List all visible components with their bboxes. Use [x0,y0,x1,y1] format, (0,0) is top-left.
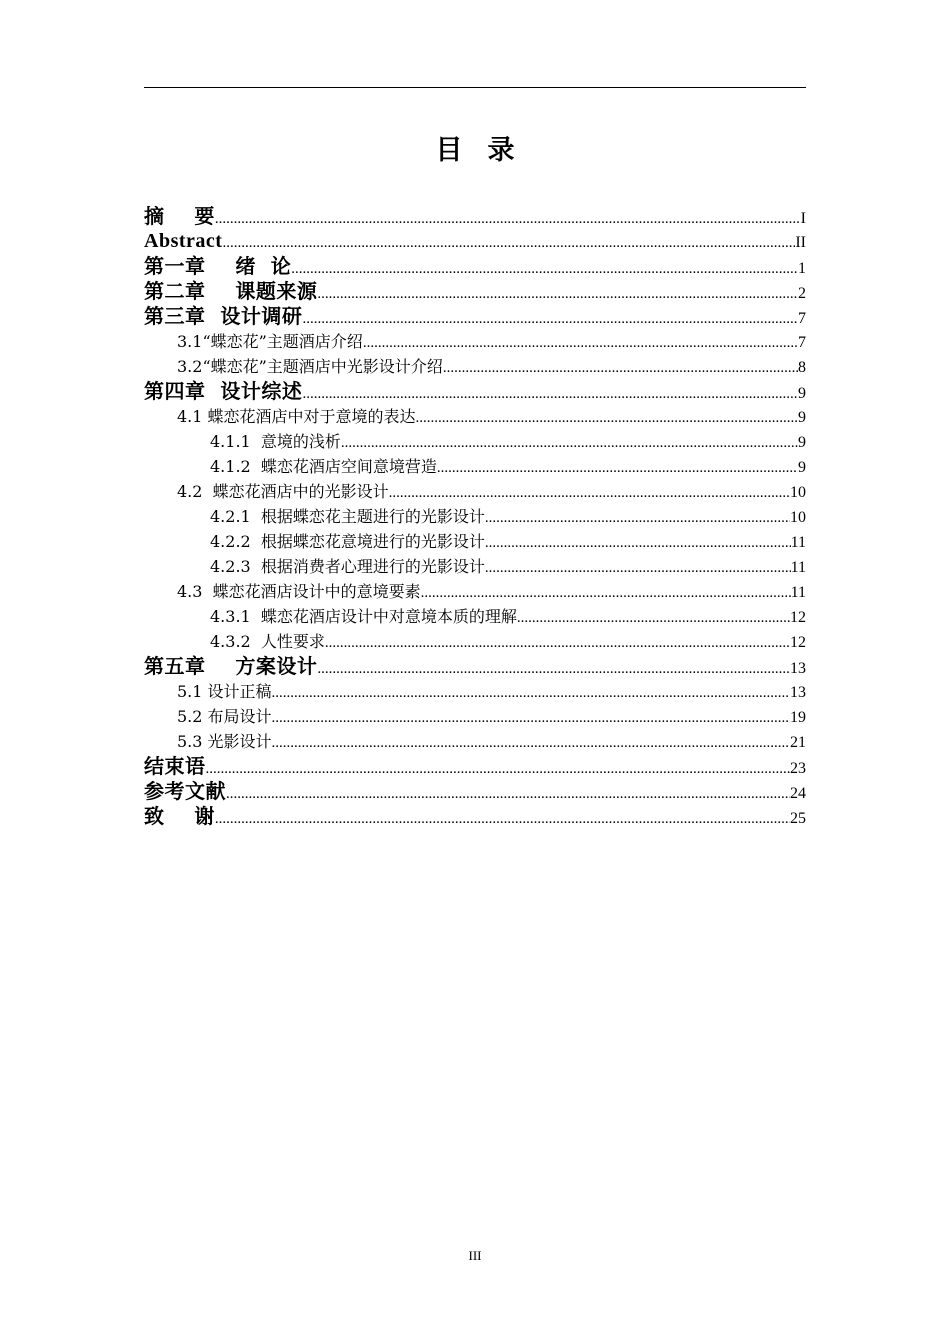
toc-dot-leader [215,207,801,229]
toc-dot-leader [302,307,798,329]
toc-entry-label: 第三章 设计调研 [144,304,303,328]
toc-entry[interactable] [144,254,806,279]
toc-entry[interactable] [144,704,806,729]
toc-entry-label: 4.2.1 根据蝶恋花主题进行的光影设计 [210,507,485,526]
toc-entry-label: 4.2.3 根据消费者心理进行的光影设计 [210,557,485,576]
toc-entry-label: 5.2 布局设计 [177,707,272,726]
toc-entry[interactable] [144,379,806,404]
toc-dot-leader [421,581,791,604]
toc-dot-leader [485,556,791,579]
toc-entry-page: 9 [798,434,806,451]
toc-entry-label: 第二章 课题来源 [144,279,318,303]
header-rule [144,87,806,88]
toc-entry-page: 9 [798,459,806,476]
toc-entry-label: 致 谢 [144,804,215,828]
toc-entry[interactable] [144,579,806,604]
toc-entry-page: 12 [790,634,806,651]
toc-entry-label: 第五章 方案设计 [144,654,318,678]
toc-entry-page: 25 [790,810,806,827]
toc-entry-page: I [800,210,806,227]
toc-dot-leader [416,406,798,429]
toc-entry[interactable] [144,354,806,379]
toc-entry-label: 参考文献 [144,779,226,803]
toc-dot-leader [485,531,791,554]
toc-entry[interactable] [144,779,806,804]
toc-entry[interactable] [144,429,806,454]
toc-entry-page: 13 [790,684,806,701]
toc-dot-leader [222,231,795,254]
toc-entry-label: 摘 要 [144,204,215,228]
toc-entry-label: 4.1.1 意境的浅析 [210,432,341,451]
toc-entry[interactable] [144,729,806,754]
toc-dot-leader [485,506,790,529]
toc-entry[interactable] [144,304,806,329]
toc-entry[interactable] [144,604,806,629]
toc-entry-label: 结束语 [144,754,206,778]
toc-entry-label: 第一章 绪 论 [144,254,292,278]
toc-entry-page: 7 [798,310,806,327]
toc-dot-leader [437,456,798,479]
toc-dot-leader [363,331,798,354]
toc-entry[interactable] [144,554,806,579]
toc-entry-page: 8 [798,359,806,376]
toc-dot-leader [272,731,790,754]
toc-entry[interactable] [144,529,806,554]
toc-entry-label: 4.1.2 蝶恋花酒店空间意境营造 [210,457,437,476]
toc-entry[interactable] [144,504,806,529]
toc-entry-page: 13 [790,660,806,677]
toc-entry-label: 4.2 蝶恋花酒店中的光影设计 [177,482,389,501]
toc-entry[interactable] [144,479,806,504]
toc-dot-leader [341,431,798,454]
toc-dot-leader [443,356,798,379]
toc-entry[interactable] [144,229,806,254]
toc-dot-leader [226,782,790,804]
toc-entry-page: 19 [790,709,806,726]
toc-entry-page: 23 [790,760,806,777]
toc-dot-leader [291,257,798,279]
toc-entry[interactable] [144,754,806,779]
toc-entry-page: 9 [798,385,806,402]
toc-entry-label: 4.2.2 根据蝶恋花意境进行的光影设计 [210,532,485,551]
toc-entry[interactable] [144,804,806,829]
toc-entry-page: 2 [798,285,806,302]
toc-entry-label: 3.1“蝶恋花”主题酒店介绍 [177,332,363,351]
toc-dot-leader [517,606,790,629]
toc-entry[interactable] [144,279,806,304]
toc-entry-page: 11 [790,584,806,601]
toc-entry-label: 4.3 蝶恋花酒店设计中的意境要素 [177,582,421,601]
toc-entry[interactable] [144,454,806,479]
toc-entry-page: 10 [790,509,806,526]
toc-entry-label: 4.1 蝶恋花酒店中对于意境的表达 [177,407,416,426]
toc-entry[interactable] [144,204,806,229]
toc-entry-page: 1 [798,260,806,277]
toc-entry[interactable] [144,654,806,679]
page-title: 目录 [435,135,540,166]
toc-entry-label: Abstract [144,230,223,252]
toc-dot-leader [272,706,790,729]
toc-dot-leader [206,757,791,779]
toc-entry-page: 11 [790,559,806,576]
toc-entry-label: 4.3.2 人性要求 [210,632,325,651]
toc-entry-page: 24 [790,785,806,802]
toc-entry-page: 12 [790,609,806,626]
page-number: III [468,1248,482,1263]
toc-dot-leader [325,631,790,654]
toc-dot-leader [317,657,790,679]
toc-dot-leader [272,681,790,704]
toc-entry-label: 5.3 光影设计 [177,732,272,751]
toc-dot-leader [317,282,798,304]
toc-entry[interactable] [144,629,806,654]
toc-entry-label: 3.2“蝶恋花”主题酒店中光影设计介绍 [177,357,443,376]
toc-dot-leader [302,382,798,404]
toc-entry-page: II [795,234,806,251]
toc-dot-leader [389,481,790,504]
toc-entry[interactable] [144,404,806,429]
toc-entry-label: 第四章 设计综述 [144,379,303,403]
toc-entry-label: 4.3.1 蝶恋花酒店设计中对意境本质的理解 [210,607,517,626]
table-of-contents [144,204,806,829]
toc-entry-page: 21 [790,734,806,751]
toc-entry-page: 10 [790,484,806,501]
toc-entry-label: 5.1 设计正稿 [177,682,272,701]
toc-entry[interactable] [144,329,806,354]
toc-dot-leader [215,807,790,829]
toc-entry-page: 9 [798,409,806,426]
toc-entry-page: 11 [790,534,806,551]
toc-entry-page: 7 [798,334,806,351]
toc-entry[interactable] [144,679,806,704]
